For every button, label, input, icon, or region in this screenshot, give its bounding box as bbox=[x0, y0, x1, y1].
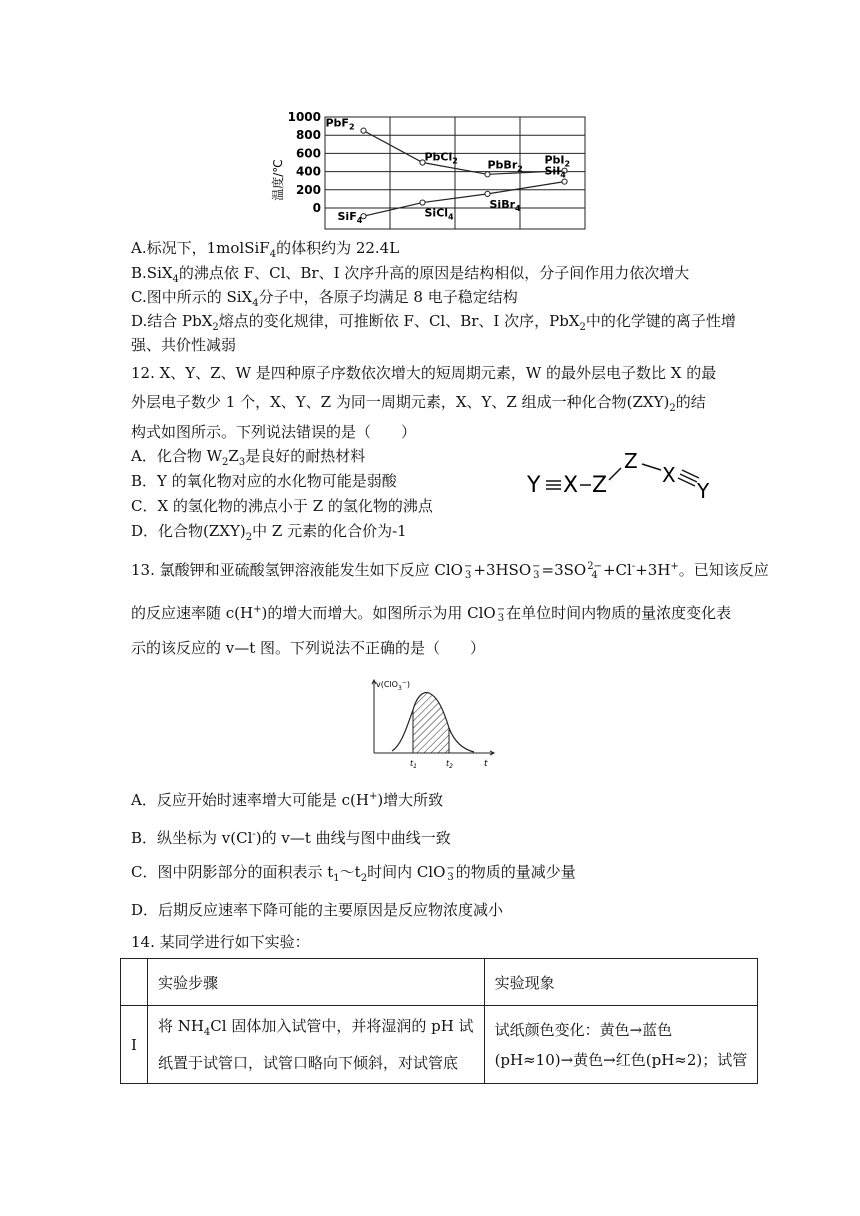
table-cell-steps: 将 $NH_4Cl$ 固体加入试管中，并将湿润的 pH 试 纸置于试管口，试管口略向下倾斜，对试管底 bbox=[147, 1006, 484, 1084]
table-row bbox=[121, 959, 758, 1006]
chart-series bbox=[361, 128, 567, 219]
vt-t2: $t_2$ bbox=[446, 759, 453, 770]
series-line-1 bbox=[364, 182, 565, 217]
point-label: SiF$_4$ bbox=[337, 210, 363, 226]
y-tick-label: 1000 bbox=[287, 110, 321, 124]
melting-point-chart bbox=[260, 108, 600, 236]
data-point bbox=[562, 179, 567, 184]
q13-option-d: D．后期反应速率下降可能的主要原因是反应物浓度减小 bbox=[131, 901, 504, 919]
atom-x-right: X bbox=[662, 463, 676, 487]
vt-xlabel: t bbox=[484, 759, 488, 769]
point-label: SiI$_4$ bbox=[544, 164, 566, 180]
vt-graph bbox=[362, 673, 502, 771]
atom-z-right: Z bbox=[624, 450, 638, 473]
q12-option-a: A．化合物 $W_2Z_3$是良好的耐热材料 bbox=[131, 447, 366, 468]
point-label: PbI$_2$ bbox=[544, 153, 571, 169]
q12-stem-line3: 构式如图所示。下列说法错误的是（ ） bbox=[131, 423, 417, 441]
data-point bbox=[420, 200, 425, 205]
q13-option-a: A．反应开始时速率增大可能是 c(H+)增大所致 bbox=[131, 791, 444, 809]
data-point bbox=[485, 172, 490, 177]
data-point bbox=[485, 191, 490, 196]
table-header-phenomena: 实验现象 bbox=[484, 959, 758, 1006]
q13-option-b: B．纵坐标为 v(Cl-)的 v—t 曲线与图中曲线一致 bbox=[131, 829, 451, 847]
y-tick-label: 0 bbox=[312, 201, 321, 215]
point-label: PbCl$_2$ bbox=[424, 150, 458, 166]
y-axis-label: 温度/℃ bbox=[271, 159, 285, 201]
atom-x-left: X bbox=[563, 473, 579, 498]
point-label: PbF$_2$ bbox=[325, 116, 355, 132]
table-row-id: I bbox=[121, 1006, 148, 1084]
q13-option-c: C．图中阴影部分的面积表示 $t_1\sim t_2$时间内 ClO− 3 的物质的量减少量 bbox=[131, 863, 576, 884]
q13-stem-line3: 示的该反应的 v—t 图。下列说法不正确的是（ ） bbox=[131, 639, 486, 657]
q11-option-d-cont: 强、共价性减弱 bbox=[131, 336, 237, 354]
q12-option-d: D．化合物$(ZXY)_2$中 Z 元素的化合价为-1 bbox=[131, 522, 407, 543]
atom-y-left: Y bbox=[527, 473, 541, 498]
q12-option-b: B．Y 的氧化物对应的水化物可能是弱酸 bbox=[131, 472, 397, 490]
point-label: PbBr$_2$ bbox=[487, 158, 523, 174]
point-label: SiBr$_4$ bbox=[489, 197, 521, 213]
y-tick-label: 200 bbox=[295, 182, 321, 197]
y-tick-label: 600 bbox=[295, 146, 321, 161]
q11-option-a: A.标况下，1molSiF$_4$的体积约为 22.4L bbox=[131, 239, 400, 260]
q13-stem-line1: 13. 氯酸钾和亚硫酸氢钾溶液能发生如下反应 ClO− 3 +3HSO− 3 =3SO2− 4 +Cl-+3H+。已知该反应 bbox=[131, 561, 769, 581]
q14-title: 14. 某同学进行如下实验： bbox=[131, 933, 310, 951]
q12-option-c: C．X 的氢化物的沸点小于 Z 的氢化物的沸点 bbox=[131, 497, 433, 515]
q12-stem-line1: 12. X、Y、Z、W 是四种原子序数依次增大的短周期元素，W 的最外层电子数比 X 的最 bbox=[131, 364, 717, 382]
q11-option-c: C.图中所示的 SiX$_4$分子中，各原子均满足 8 电子稳定结构 bbox=[131, 288, 518, 309]
q12-stem-line2: 外层电子数少 1 个，X、Y、Z 为同一周期元素，X、Y、Z 组成一种化合物$(ZXY)_2$的结 bbox=[131, 393, 706, 414]
data-point bbox=[361, 128, 366, 133]
series-line-0 bbox=[364, 131, 565, 175]
table-header-steps: 实验步骤 bbox=[147, 959, 484, 1006]
atom-y-right: Y bbox=[697, 479, 710, 502]
atom-z-left: Z bbox=[592, 473, 608, 498]
q11-option-d: D.结合 PbX$_2$熔点的变化规律，可推断依 F、Cl、Br、I 次序，PbX$_2$中的化学键的离子性增 bbox=[131, 312, 736, 333]
point-label: SiCl$_4$ bbox=[424, 206, 454, 222]
table-cell-blank bbox=[121, 959, 148, 1006]
table-row bbox=[121, 1006, 758, 1084]
vt-t1: $t_1$ bbox=[410, 759, 417, 770]
q13-stem-line2: 的反应速率随 c(H+)的增大而增大。如图所示为用 ClO− 3 在单位时间内物质的量浓度变化表 bbox=[131, 604, 732, 624]
table-cell-phenomena: 试纸颜色变化：黄色→蓝色 (pH≈10)→黄色→红色(pH≈2)；试管 bbox=[484, 1006, 758, 1084]
y-tick-label: 400 bbox=[295, 164, 321, 179]
y-tick-label: 800 bbox=[295, 128, 321, 143]
structural-formula bbox=[525, 450, 730, 502]
q11-option-b: B.SiX$_4$的沸点依 F、Cl、Br、I 次序升高的原因是结构相似，分子间作用力依次增大 bbox=[131, 264, 690, 285]
experiment-table bbox=[120, 958, 758, 1084]
vt-ylabel: v(ClO$_3$−) bbox=[376, 679, 410, 692]
